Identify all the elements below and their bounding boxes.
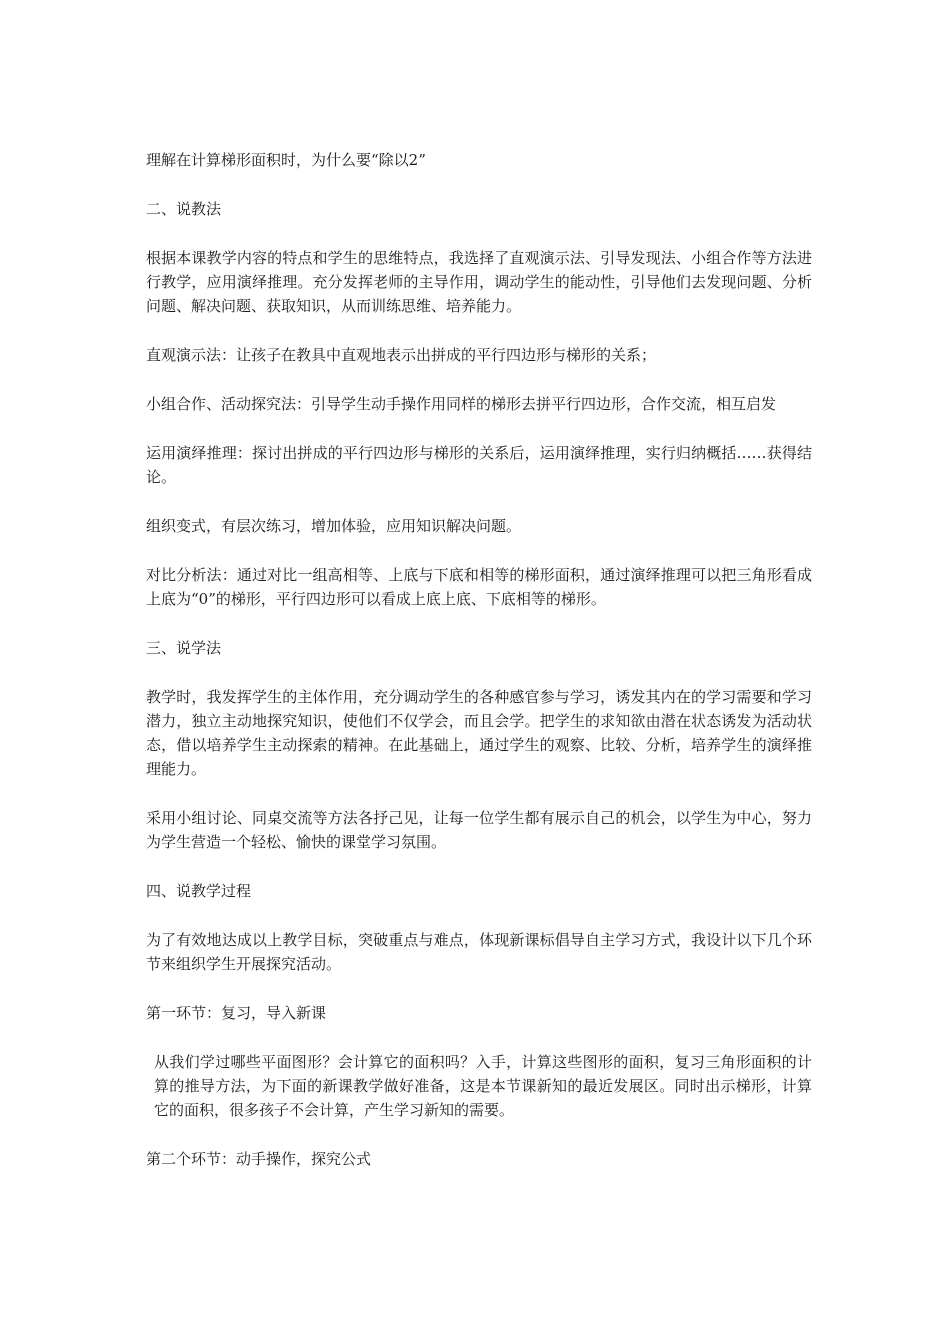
- section-heading-process: 四、说教学过程: [146, 882, 252, 900]
- paragraph-learning-method: 教学时，我发挥学生的主体作用，充分调动学生的各种感官参与学习，诱发其内在的学习需要和学习潜力，独立主动地探究知识，使他们不仅学会，而且会学。把学生的求知欲由潜在状态诱发为活动状态，借以培养学生主动探索的精神。在此基础上，通过学生的观察、比较、分析，培养学生的演绎推理能力。: [146, 688, 812, 778]
- subsection-heading-stage-one: 第一环节：复习，导入新课: [146, 1004, 327, 1022]
- section-heading-teaching-method: 二、说教法: [146, 200, 222, 218]
- paragraph-process: 为了有效地达成以上教学目标，突破重点与难点，体现新课标倡导自主学习方式，我设计以下几个环节来组织学生开展探究活动。: [146, 931, 812, 973]
- paragraph-stage-one: 从我们学过哪些平面图形？会计算它的面积吗？入手，计算这些图形的面积，复习三角形面积的计算的推导方法，为下面的新课教学做好准备，这是本节课新知的最近发展区。同时出示梯形，计算它的面积，很多孩子不会计算，产生学习新知的需要。: [154, 1053, 812, 1119]
- document-page: [146, 148, 812, 1196]
- subsection-heading-stage-two: 第二个环节：动手操作，探究公式: [146, 1150, 372, 1168]
- paragraph-demonstration: 直观演示法：让孩子在教具中直观地表示出拼成的平行四边形与梯形的关系；: [146, 346, 657, 364]
- paragraph-group-work: 小组合作、活动探究法：引导学生动手操作用同样的梯形去拼平行四边形，合作交流，相互启发: [146, 395, 777, 413]
- paragraph-intro: 理解在计算梯形面积时，为什么要“除以2”: [146, 151, 426, 169]
- section-heading-learning-method: 三、说学法: [146, 639, 222, 657]
- paragraph-variation: 组织变式，有层次练习，增加体验，应用知识解决问题。: [146, 517, 522, 535]
- paragraph-comparison: 对比分析法：通过对比一组高相等、上底与下底和相等的梯形面积，通过演绎推理可以把三角形看成上底为“0”的梯形，平行四边形可以看成上底上底、下底相等的梯形。: [146, 566, 812, 608]
- paragraph-teaching-method: 根据本课教学内容的特点和学生的思维特点，我选择了直观演示法、引导发现法、小组合作等方法进行教学，应用演绎推理。充分发挥老师的主导作用，调动学生的能动性，引导他们去发现问题、分析问题、解决问题、获取知识，从而训练思维、培养能力。: [146, 249, 812, 315]
- paragraph-deduction: 运用演绎推理：探讨出拼成的平行四边形与梯形的关系后，运用演绎推理，实行归纳概括……获得结论。: [146, 444, 812, 486]
- paragraph-discussion: 采用小组讨论、同桌交流等方法各抒己见，让每一位学生都有展示自己的机会，以学生为中心，努力为学生营造一个轻松、愉快的课堂学习氛围。: [146, 809, 812, 851]
